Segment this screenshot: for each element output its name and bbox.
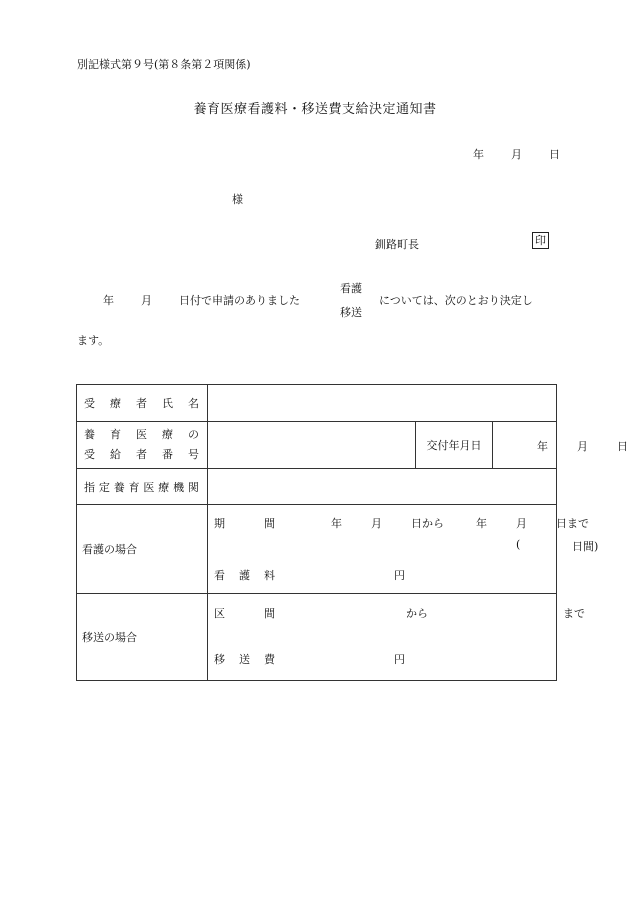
body-option-nursing: 看護 [340,282,362,295]
table-row-patient-name [77,385,557,422]
form-number-label: 別記様式第９号(第８条第２項関係) [77,58,251,71]
nursing-case-label: 看護の場合 [77,505,208,594]
body-text-continuation: ます。 [77,334,110,347]
body-month: 月 [141,294,152,307]
transport-case-details[interactable] [208,594,585,681]
period-from-year: 年 [331,517,342,530]
issue-date-label: 交付年月日 [416,422,493,469]
nursing-fee-label-1: 看 [214,569,225,582]
section-label-2: 間 [264,607,275,620]
period-from-month: 月 [371,517,382,530]
recipient-number-value[interactable] [208,422,416,469]
header-date-year: 年 [473,148,484,161]
nursing-case-details[interactable] [208,505,599,594]
table-row-transport-case [77,594,557,681]
period-to-month: 月 [516,517,527,530]
table-row-nursing-case [77,505,557,594]
designated-institution-label: 指 定 養 育 医 療 機 関 [77,469,208,505]
section-label-1: 区 [214,607,225,620]
body-option-transport: 移送 [340,306,362,319]
issuer-name: 釧路町長 [375,238,419,251]
transport-case-label: 移送の場合 [77,594,208,681]
body-text-prefix: 日付で申請のありました [179,294,300,307]
period-label-1: 期 [214,517,225,530]
recipient-number-label: 養 育 医 療 の 受 給 者 番 号 [77,422,208,469]
patient-name-value[interactable] [208,385,557,422]
patient-name-label: 受 療 者 氏 名 [77,385,208,422]
transport-fee-label-3: 費 [264,653,275,666]
header-date-day: 日 [549,148,560,161]
nursing-fee-label-2: 護 [239,569,250,582]
section-from: から [406,607,428,620]
transport-fee-label-1: 移 [214,653,225,666]
body-year: 年 [103,294,114,307]
issue-date-value[interactable]: 年 月 日 [493,422,557,469]
transport-fee-yen: 円 [394,653,405,666]
table-row-designated-institution [77,469,557,505]
nursing-fee-yen: 円 [394,569,405,582]
period-to-year: 年 [476,517,487,530]
decision-table [76,384,628,681]
designated-institution-value[interactable] [208,469,557,505]
nursing-fee-label-3: 料 [264,569,275,582]
body-text-suffix: については、次のとおり決定し [379,294,533,307]
table-row-recipient-number [77,422,557,469]
period-to-day: 日まで [556,517,589,530]
addressee-honorific: 様 [232,193,243,206]
days-close: 日間) [572,540,599,553]
document-title: 養育医療看護料・移送費支給決定通知書 [193,102,437,117]
transport-fee-label-2: 送 [239,653,250,666]
days-open-paren: ( [516,538,521,551]
header-date-month: 月 [511,148,522,161]
period-label-2: 間 [264,517,275,530]
seal-mark: 印 [532,232,549,249]
section-to: まで [563,607,585,620]
period-from-day: 日から [411,517,444,530]
